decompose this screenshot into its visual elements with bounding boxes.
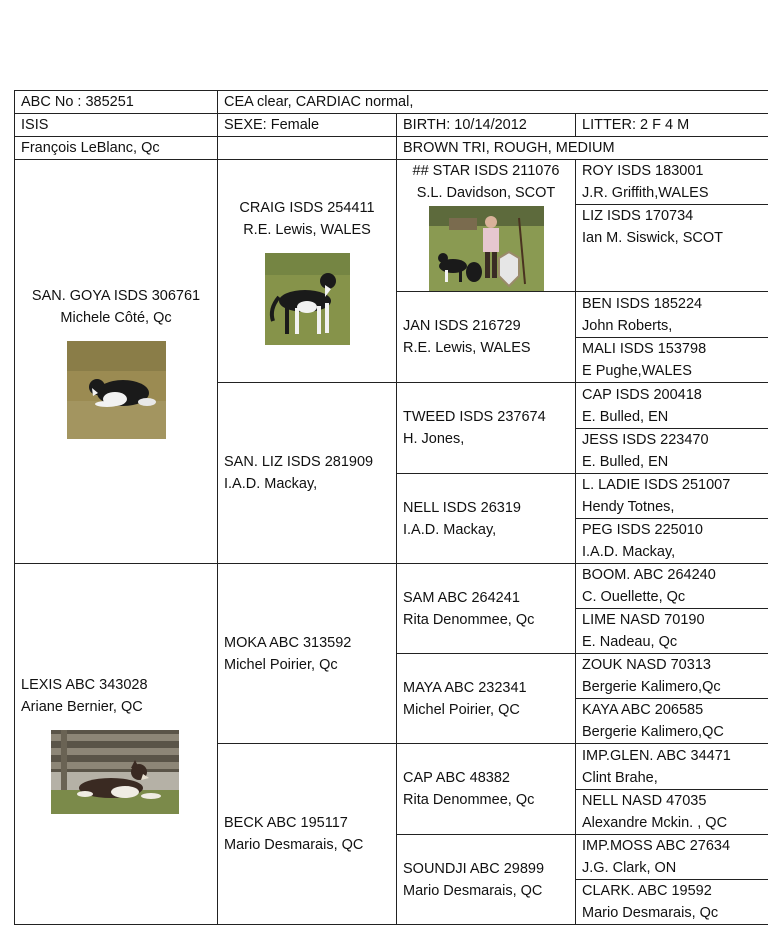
nell-isds-owner: I.A.D. Mackay,: [403, 521, 497, 538]
jan-owner: R.E. Lewis, WALES: [403, 340, 531, 356]
nell-nasd-cell: [576, 790, 768, 835]
zouk-owner: Bergerie Kalimero,Qc: [582, 679, 721, 695]
tweed-cell: [397, 383, 576, 474]
dam-owner: Ariane Bernier, QC: [21, 699, 143, 715]
pedigree-table: [14, 90, 768, 925]
empty-cell: [218, 137, 397, 160]
breeder-owner: François LeBlanc, Qc: [15, 137, 218, 160]
lime-cell: [576, 609, 768, 654]
ladie-name: L. LADIE ISDS 251007: [582, 477, 731, 493]
sire-dam-cell: [218, 383, 397, 564]
liz-name: LIZ ISDS 170734: [582, 208, 694, 224]
roy-name: ROY ISDS 183001: [582, 163, 704, 179]
dog-name: ISIS: [15, 114, 218, 137]
header-row-3: [15, 137, 768, 160]
sam-name: SAM ABC 264241: [403, 589, 520, 606]
moss-name: IMP.MOSS ABC 27634: [582, 838, 731, 854]
dog-photo-lying-field: [67, 341, 166, 439]
kaya-owner: Bergerie Kalimero,QC: [582, 724, 724, 740]
lime-name: LIME NASD 70190: [582, 612, 705, 628]
roy-cell: [576, 160, 768, 205]
star-name: ## STAR ISDS 211076: [412, 163, 560, 179]
header-row-1: [15, 91, 768, 114]
moss-owner: J.G. Clark, ON: [582, 860, 677, 876]
birth-date: BIRTH: 10/14/2012: [397, 114, 576, 137]
header-row-2: [15, 114, 768, 137]
soundji-cell: [397, 835, 576, 925]
dog-photo-standing-grass: [265, 253, 350, 345]
mali-owner: E Pughe,WALES: [582, 363, 692, 379]
jess-owner: E. Bulled, EN: [582, 454, 669, 470]
ladie-cell: [576, 474, 768, 519]
jess-cell: [576, 429, 768, 474]
sire-sire-name: CRAIG ISDS 254411: [239, 200, 375, 216]
sire-name: SAN. GOYA ISDS 306761: [31, 287, 201, 304]
health-status: CEA clear, CARDIAC normal,: [218, 91, 768, 114]
zouk-cell: [576, 654, 768, 699]
tweed-name: TWEED ISDS 237674: [403, 409, 546, 425]
ladie-owner: Hendy Totnes,: [582, 499, 675, 515]
glen-owner: Clint Brahe,: [582, 769, 658, 786]
cap-isds-owner: E. Bulled, EN: [582, 408, 669, 425]
jan-name: JAN ISDS 216729: [403, 318, 521, 334]
dam-sire-cell: [218, 564, 397, 744]
boom-name: BOOM. ABC 264240: [582, 567, 716, 583]
glen-cell: [576, 744, 768, 790]
soundji-name: SOUNDJI ABC 29899: [403, 860, 545, 877]
glen-name: IMP.GLEN. ABC 34471: [582, 747, 731, 764]
litter: LITTER: 2 F 4 M: [576, 114, 768, 137]
maya-cell: [397, 654, 576, 744]
ben-name: BEN ISDS 185224: [582, 295, 703, 312]
sire-dam-owner: I.A.D. Mackay,: [224, 476, 318, 492]
lime-owner: E. Nadeau, Qc: [582, 634, 678, 650]
boom-cell: [576, 564, 768, 609]
liz-cell: [576, 205, 768, 292]
dog-photo-lying-near-fence: [51, 730, 179, 814]
cap-isds-cell: [576, 383, 768, 429]
man-with-dog-and-trophy-photo: [429, 206, 544, 291]
zouk-name: ZOUK NASD 70313: [582, 657, 711, 673]
abc-number: ABC No : 385251: [15, 91, 218, 114]
peg-cell: [576, 519, 768, 564]
sire-owner: Michele Côté, Qc: [60, 309, 172, 326]
dam-dam-cell: [218, 744, 397, 925]
boom-owner: C. Ouellette, Qc: [582, 589, 686, 605]
dam-name: LEXIS ABC 343028: [21, 677, 148, 693]
sam-cell: [397, 564, 576, 654]
nell-nasd-owner: Alexandre Mckin. , QC: [582, 815, 728, 831]
soundji-owner: Mario Desmarais, QC: [403, 882, 543, 899]
jan-cell: [397, 292, 576, 383]
nell-isds-name: NELL ISDS 26319: [403, 499, 521, 516]
ben-cell: [576, 292, 768, 338]
star-owner: S.L. Davidson, SCOT: [416, 185, 556, 201]
mali-name: MALI ISDS 153798: [582, 341, 707, 357]
kaya-name: KAYA ABC 206585: [582, 702, 704, 718]
nell-nasd-name: NELL NASD 47035: [582, 793, 707, 809]
peg-owner: I.A.D. Mackay,: [582, 544, 676, 560]
coat-description: BROWN TRI, ROUGH, MEDIUM: [397, 137, 768, 160]
maya-owner: Michel Poirier, QC: [403, 701, 520, 718]
dam-dam-owner: Mario Desmarais, QC: [224, 837, 364, 853]
dam-cell: [15, 564, 218, 925]
cap-abc-owner: Rita Denommee, Qc: [403, 792, 535, 808]
liz-owner: Ian M. Siswick, SCOT: [582, 230, 723, 246]
cap-abc-cell: [397, 744, 576, 835]
sex: SEXE: Female: [218, 114, 397, 137]
ben-owner: John Roberts,: [582, 317, 673, 334]
sam-owner: Rita Denommee, Qc: [403, 611, 535, 628]
dam-dam-name: BECK ABC 195117: [224, 815, 348, 831]
dam-sire-name: MOKA ABC 313592: [224, 634, 352, 651]
tweed-owner: H. Jones,: [403, 431, 465, 447]
kaya-cell: [576, 699, 768, 744]
roy-owner: J.R. Griffith,WALES: [582, 185, 709, 201]
sire-cell: [15, 160, 218, 564]
clark-name: CLARK. ABC 19592: [582, 883, 712, 899]
sire-dam-name: SAN. LIZ ISDS 281909: [224, 454, 374, 470]
nell-isds-cell: [397, 474, 576, 564]
cap-abc-name: CAP ABC 48382: [403, 770, 510, 786]
clark-owner: Mario Desmarais, Qc: [582, 905, 719, 921]
mali-cell: [576, 338, 768, 383]
clark-cell: [576, 880, 768, 925]
jess-name: JESS ISDS 223470: [582, 432, 709, 448]
moss-cell: [576, 835, 768, 880]
dam-sire-owner: Michel Poirier, Qc: [224, 656, 338, 673]
cap-isds-name: CAP ISDS 200418: [582, 386, 702, 403]
star-cell: [397, 160, 576, 292]
sire-sire-owner: R.E. Lewis, WALES: [243, 222, 371, 238]
maya-name: MAYA ABC 232341: [403, 679, 527, 696]
peg-name: PEG ISDS 225010: [582, 522, 703, 538]
sire-sire-cell: [218, 160, 397, 383]
